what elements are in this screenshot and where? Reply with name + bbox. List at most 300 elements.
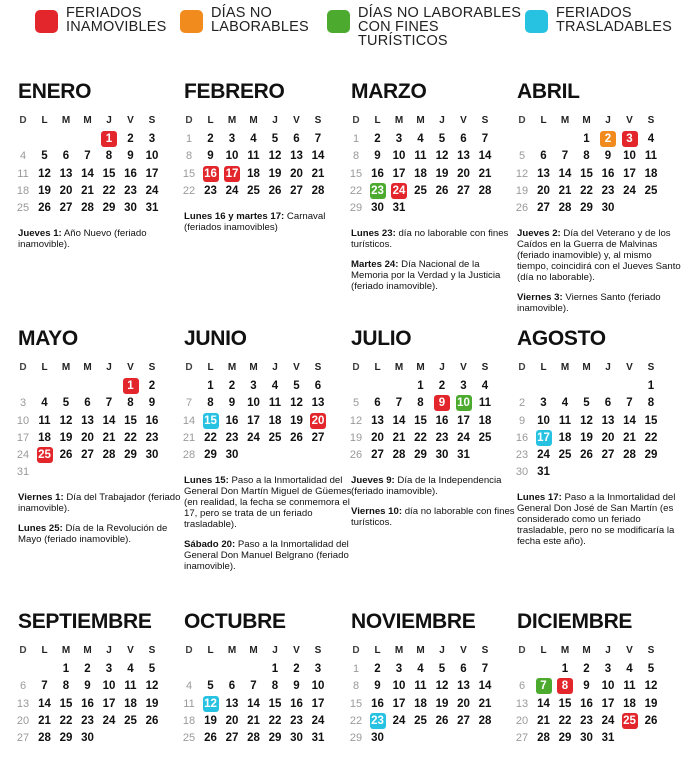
weekday-header: M [416,362,425,373]
weekday-header: M [61,645,71,656]
day-cell: 16 [124,167,137,180]
day-cell: 1 [561,663,569,676]
day-cell: 31 [145,202,159,214]
day-cell: 18 [478,414,492,427]
day-cell: 29 [580,202,593,214]
day-cell: 24 [392,714,406,727]
day-cell: 9 [148,397,156,410]
day-cell-holiday: 25 [38,449,51,461]
day-cell: 1 [647,380,655,393]
day-cell: 9 [604,150,612,163]
day-cell: 27 [225,732,239,744]
day-cell: 24 [601,714,615,727]
holiday-note [351,259,519,292]
weekday-header: L [540,362,547,373]
day-cell-holiday: 1 [123,378,139,394]
day-cell: 25 [414,714,427,727]
day-cell: 6 [62,150,70,163]
day-cell: 27 [290,184,303,197]
day-cell: 1 [62,663,70,676]
day-cell: 25 [124,714,137,727]
day-cell: 27 [537,202,550,214]
day-cell: 6 [293,133,300,146]
day-cell: 1 [352,133,360,146]
day-cell: 2 [293,663,300,676]
day-cell: 27 [81,449,94,461]
weekday-header: J [605,115,611,126]
day-cell: 15 [558,697,572,710]
day-cell: 13 [311,397,325,410]
day-cell: 28 [478,714,492,727]
day-cell: 10 [311,680,325,693]
day-cell: 12 [38,167,51,180]
day-cell: 28 [558,202,572,214]
day-cell: 14 [38,697,51,710]
day-cell: 17 [311,697,325,710]
day-cell: 30 [601,202,615,214]
day-cell: 12 [435,680,449,693]
legend-swatch-orange [180,10,203,33]
day-cell: 22 [102,184,116,197]
day-cell: 8 [185,150,193,163]
weekday-header: M [416,645,425,656]
day-cell: 18 [182,714,196,727]
day-cell: 29 [349,202,363,214]
day-cell: 25 [247,184,260,197]
day-cell: 19 [59,431,73,444]
weekday-header: M [560,362,570,373]
day-cell: 6 [460,133,467,146]
weekday-header: M [249,645,258,656]
day-cell: 15 [102,167,116,180]
weekday-header: M [61,115,71,126]
day-cell: 22 [124,431,137,444]
weekday-header: J [605,645,611,656]
day-cell: 13 [59,167,73,180]
day-cell: 5 [207,680,214,693]
legend-label-line: INAMOVIBLES [66,19,167,35]
day-cell: 9 [84,680,91,693]
weekday-header: S [481,115,489,126]
day-cell: 16 [81,697,94,710]
weekday-header: V [127,362,134,373]
day-cell: 9 [127,150,134,163]
day-cell: 8 [62,680,70,693]
weekday-header: V [127,115,134,126]
day-cell: 27 [601,449,615,461]
day-cell: 20 [537,184,550,197]
day-cell: 25 [182,732,196,744]
day-cell: 30 [145,449,159,461]
weekday-header: D [19,645,27,656]
day-cell: 20 [457,167,470,180]
holiday-note [18,492,186,514]
month-notes [517,228,685,323]
weekday-header: V [626,115,633,126]
day-cell: 9 [583,680,590,693]
day-cell: 29 [558,732,572,744]
day-cell: 30 [81,732,94,744]
day-cell: 26 [515,202,529,214]
day-cell: 7 [314,133,322,146]
day-cell: 5 [583,397,590,410]
day-cell-holiday: 15 [204,414,217,427]
month-title: MARZO [351,80,427,103]
day-cell: 30 [290,732,303,744]
day-cell: 19 [644,697,658,710]
day-cell: 27 [16,732,30,744]
weekday-header: S [481,645,489,656]
day-cell: 25 [644,184,658,197]
day-cell: 21 [537,714,550,727]
month-title: MAYO [18,327,78,350]
holiday-note [18,228,186,250]
weekday-header: M [560,115,570,126]
weekday-header: S [314,115,322,126]
day-cell: 19 [38,184,51,197]
day-cell-holiday: 8 [557,678,573,694]
day-cell-holiday: 23 [371,184,384,197]
weekday-header: S [647,115,655,126]
day-cell: 2 [374,133,381,146]
day-cell: 26 [204,732,217,744]
day-cell: 17 [16,431,30,444]
day-cell: 24 [247,431,260,444]
day-cell: 11 [268,397,282,410]
day-cell-holiday: 10 [457,397,470,410]
day-cell: 30 [580,732,593,744]
day-cell: 10 [537,414,550,427]
day-cell: 27 [371,449,384,461]
weekday-header: J [605,362,611,373]
day-cell: 19 [515,184,529,197]
day-cell: 24 [623,184,636,197]
day-cell: 23 [515,449,529,461]
day-cell: 5 [41,150,48,163]
day-cell: 15 [414,414,427,427]
day-cell-holiday: 24 [392,184,406,197]
day-cell: 9 [207,150,214,163]
weekday-header: D [352,115,360,126]
day-cell: 20 [371,431,384,444]
day-cell: 4 [417,133,424,146]
day-cell: 26 [644,714,658,727]
holiday-note-date: Jueves 9: [351,475,395,487]
day-cell: 23 [580,714,593,727]
weekday-header: D [185,115,193,126]
day-cell: 31 [311,732,325,744]
day-cell: 7 [626,397,633,410]
day-cell: 17 [601,697,615,710]
day-cell: 17 [457,414,470,427]
day-cell: 7 [105,397,113,410]
day-cell: 29 [268,732,282,744]
weekday-header: L [207,645,214,656]
day-cell: 31 [601,732,615,744]
day-cell: 25 [268,431,282,444]
day-cell: 1 [417,380,424,393]
day-cell: 17 [623,167,636,180]
month-title: ENERO [18,80,92,103]
day-cell: 21 [392,431,406,444]
day-cell: 26 [290,431,303,444]
day-cell: 26 [435,714,449,727]
day-cell: 3 [540,397,547,410]
day-cell: 24 [537,449,550,461]
weekday-header: L [374,115,381,126]
weekday-header: D [19,362,27,373]
day-cell: 16 [601,167,615,180]
day-cell: 29 [414,449,427,461]
day-cell: 8 [352,680,360,693]
weekday-header: L [540,115,547,126]
day-cell: 28 [623,449,636,461]
day-cell: 22 [182,184,196,197]
day-cell: 24 [102,714,116,727]
day-cell: 3 [148,133,156,146]
day-cell: 11 [183,697,195,710]
day-cell: 16 [515,431,529,444]
day-cell: 28 [537,732,550,744]
day-cell: 2 [148,380,156,393]
day-cell: 18 [558,431,572,444]
day-cell: 29 [59,732,73,744]
day-cell: 10 [145,150,159,163]
day-cell: 23 [435,431,449,444]
day-cell: 18 [414,697,427,710]
day-cell: 23 [145,431,159,444]
day-cell: 29 [102,202,116,214]
day-cell-holiday: 23 [371,714,384,727]
weekday-header: D [518,115,526,126]
day-cell: 10 [16,414,30,427]
day-cell: 11 [414,680,427,693]
day-cell-holiday: 17 [537,431,550,444]
day-cell: 17 [247,414,260,427]
day-cell: 28 [81,202,94,214]
weekday-header: M [394,645,404,656]
day-cell: 4 [250,133,257,146]
weekday-header: S [647,362,655,373]
day-cell: 12 [145,680,159,693]
day-cell: 26 [268,184,282,197]
day-cell: 23 [124,184,137,197]
holiday-note-date: Viernes 3: [517,292,563,304]
day-cell: 5 [438,133,446,146]
day-cell: 12 [268,150,282,163]
month-title: ABRIL [517,80,580,103]
day-cell: 28 [392,449,406,461]
month-title: FEBRERO [184,80,285,103]
day-cell: 4 [127,663,134,676]
day-cell: 21 [558,184,572,197]
day-cell: 5 [647,663,655,676]
day-cell: 31 [537,466,550,479]
holiday-note-text: Carnaval (feriados inamovibles) [184,211,326,233]
day-cell: 9 [374,680,381,693]
day-cell-holiday: 7 [536,678,552,694]
day-cell: 14 [478,150,492,163]
holiday-note-date: Lunes 25: [18,523,63,535]
weekday-header: M [394,115,404,126]
holiday-note-text: Día de la Revolución de Mayo (feriado inamovible). [18,523,168,546]
day-cell: 30 [515,466,529,479]
legend-label [556,6,695,34]
day-cell: 3 [228,133,236,146]
holiday-note-text: Día del Veterano y de los Caídos en la Guerra de Malvinas (feriado inamovible) y, al mismo tiempo, coincidirá con el Jueves Santo (día no laborable). [517,228,681,284]
legend-label-line: FERIADOS [66,5,142,21]
day-cell: 8 [647,397,655,410]
day-cell: 16 [371,697,384,710]
day-cell-holiday: 1 [101,131,117,147]
day-cell: 24 [145,184,159,197]
day-cell: 6 [314,380,322,393]
day-cell: 22 [414,431,427,444]
day-cell: 5 [293,380,300,393]
day-cell: 11 [247,150,260,163]
holiday-note-date: Viernes 10: [351,506,403,518]
day-cell: 13 [81,414,94,427]
day-cell: 18 [247,167,260,180]
day-cell-holiday: 12 [204,697,217,710]
weekday-header: D [352,645,360,656]
month-title: SEPTIEMBRE [18,610,152,633]
day-cell: 7 [250,680,257,693]
day-cell: 19 [580,431,593,444]
weekday-header: V [293,115,300,126]
weekday-header: M [83,645,92,656]
day-cell: 19 [290,414,303,427]
legend [0,5,695,49]
day-cell: 15 [644,414,658,427]
day-cell: 14 [247,697,260,710]
day-cell: 2 [228,380,236,393]
weekday-header: M [416,115,425,126]
weekday-header: J [106,645,112,656]
day-cell: 8 [207,397,214,410]
month-notes [184,475,352,581]
day-cell: 22 [644,431,658,444]
day-cell: 13 [601,414,615,427]
weekday-header: V [293,645,300,656]
day-cell: 22 [59,714,73,727]
month-title: JUNIO [184,327,247,350]
month-title: JULIO [351,327,412,350]
day-cell: 13 [457,150,470,163]
day-cell: 28 [38,732,51,744]
weekday-header: V [460,362,467,373]
day-cell: 8 [352,150,360,163]
day-cell: 3 [314,663,322,676]
holiday-note-text: Día del Trabajador (feriado inamovible). [18,492,181,515]
day-cell: 4 [626,663,633,676]
day-cell: 16 [435,414,449,427]
day-cell: 28 [182,449,196,461]
weekday-header: S [148,115,156,126]
day-cell: 8 [105,150,113,163]
day-cell-holiday: 17 [225,167,239,180]
day-cell: 26 [38,202,51,214]
day-cell: 22 [268,714,282,727]
day-cell: 26 [145,714,159,727]
holiday-note-date: Lunes 15: [184,475,229,487]
weekday-header: V [460,645,467,656]
day-cell: 26 [580,449,593,461]
weekday-header: M [249,115,258,126]
day-cell: 14 [311,150,325,163]
day-cell: 10 [392,150,406,163]
day-cell: 24 [457,431,470,444]
day-cell: 30 [435,449,449,461]
day-cell: 30 [124,202,137,214]
weekday-header: M [227,645,237,656]
day-cell: 6 [604,397,612,410]
day-cell: 25 [478,431,492,444]
day-cell: 4 [185,680,193,693]
weekday-header: M [582,362,591,373]
holiday-note [517,292,685,314]
day-cell: 16 [145,414,159,427]
day-cell: 13 [16,697,30,710]
month-notes [517,492,685,556]
day-cell: 2 [438,380,446,393]
day-cell: 29 [644,449,658,461]
weekday-header: M [227,115,237,126]
day-cell: 14 [81,167,94,180]
day-cell: 3 [250,380,257,393]
day-cell: 31 [392,202,406,214]
day-cell: 6 [228,680,236,693]
weekday-header: V [293,362,300,373]
day-cell-holiday: 2 [600,131,616,147]
day-cell: 5 [271,133,279,146]
legend-swatch-cyan [525,10,548,33]
day-cell-holiday: 25 [623,714,636,727]
day-cell: 13 [457,680,470,693]
day-cell: 1 [271,663,279,676]
day-cell: 15 [580,167,593,180]
weekday-header: M [582,645,591,656]
day-cell: 14 [392,414,406,427]
day-cell: 20 [290,167,303,180]
day-cell: 8 [417,397,424,410]
day-cell: 18 [644,167,658,180]
legend-label-line: FERIADOS [556,5,632,21]
holiday-note-text: Día de la Independencia (feriado inamovible). [351,475,502,498]
weekday-header: J [439,115,445,126]
weekday-header: D [352,362,360,373]
holiday-note [351,506,519,528]
day-cell: 4 [561,397,569,410]
day-cell: 7 [84,150,91,163]
month-title: DICIEMBRE [517,610,633,633]
day-cell: 20 [515,714,529,727]
day-cell: 11 [558,414,572,427]
day-cell: 29 [204,449,217,461]
weekday-header: S [148,362,156,373]
day-cell: 2 [518,397,526,410]
day-cell: 28 [478,184,492,197]
holiday-note-date: Sábado 20: [184,539,236,551]
day-cell: 11 [124,680,137,693]
holiday-note-text: Año Nuevo (feriado inamovible). [18,228,147,251]
day-cell: 6 [460,663,467,676]
month-notes [18,492,186,554]
day-cell: 21 [182,431,196,444]
day-cell: 11 [478,397,492,410]
weekday-header: L [41,645,48,656]
day-cell: 21 [81,184,94,197]
